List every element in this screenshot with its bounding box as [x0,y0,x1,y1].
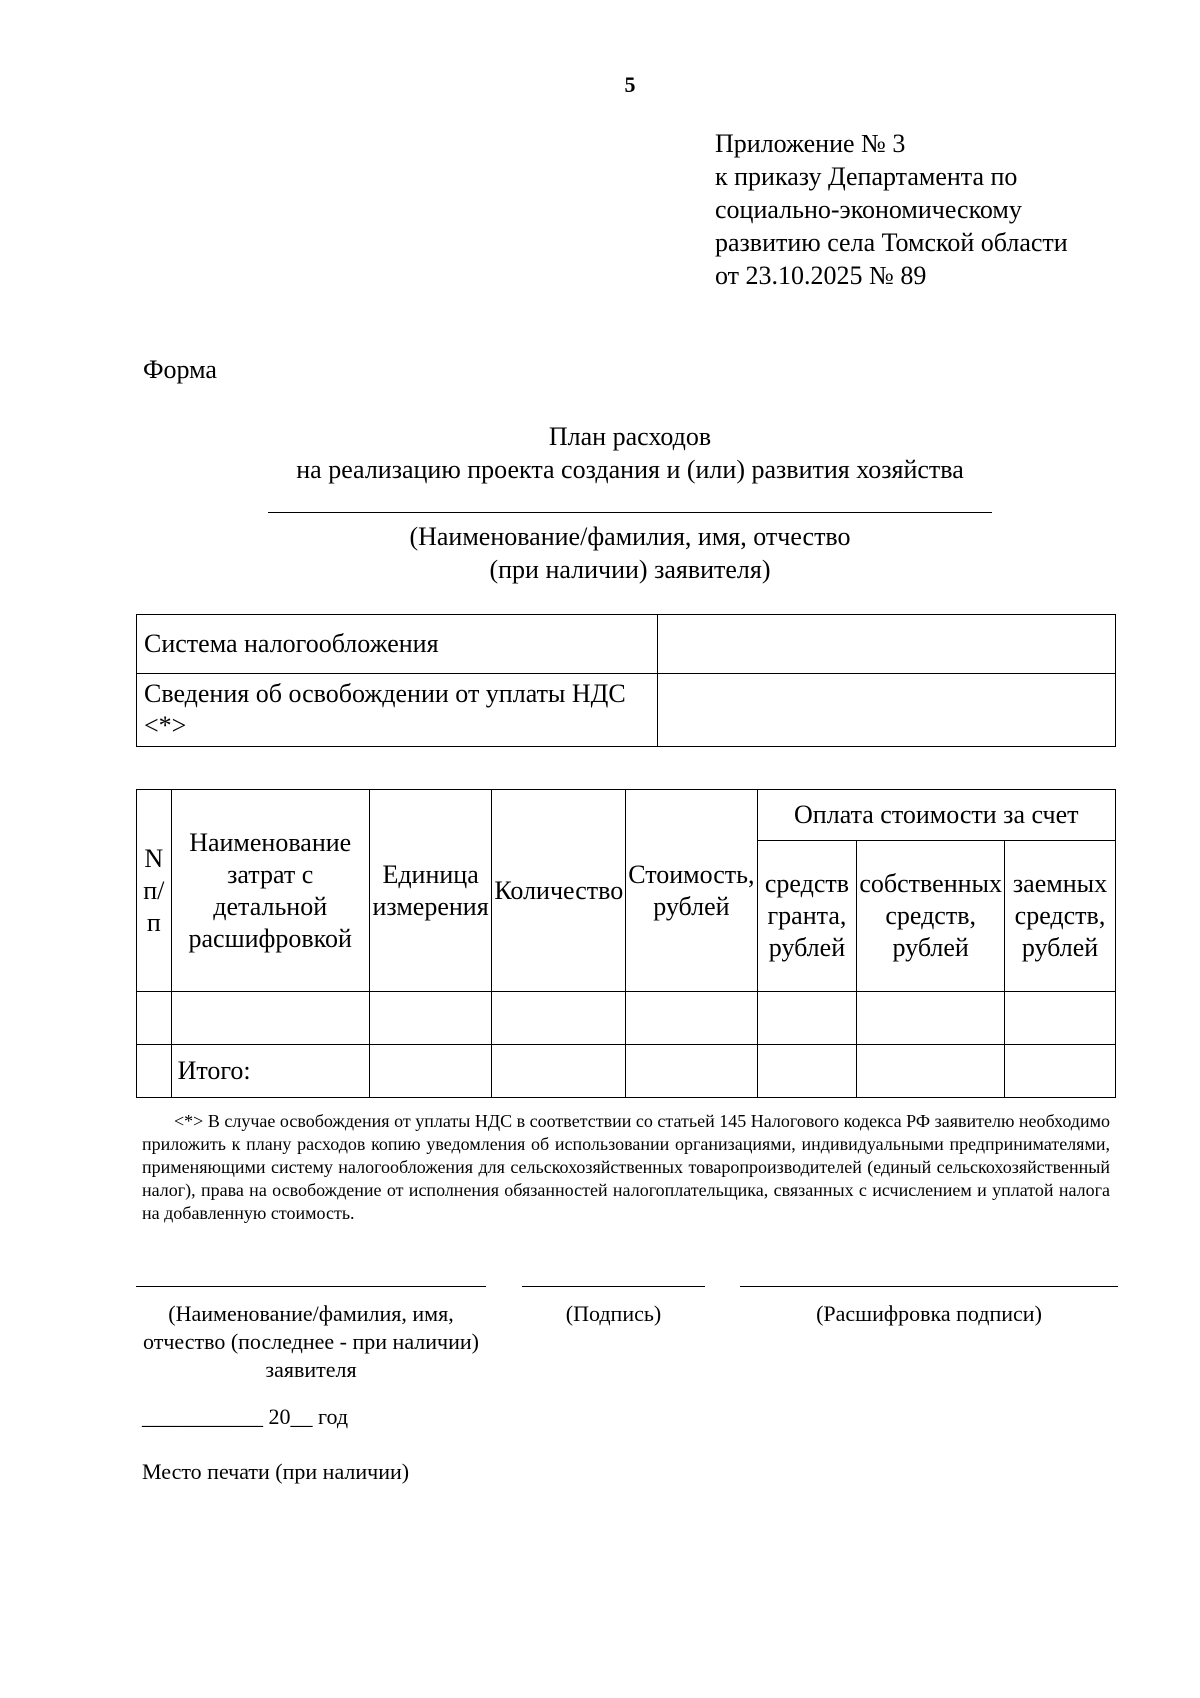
vat-exemption-value[interactable] [658,674,1116,747]
seal-place: Место печати (при наличии) [142,1459,410,1484]
cell-own[interactable] [857,992,1005,1045]
appendix-line: социально-экономическому [715,195,1022,224]
tax-system-value[interactable] [658,615,1116,674]
header-grant: средств гранта, рублей [757,841,857,992]
total-loan-cell[interactable] [1005,1045,1116,1098]
cell-grant[interactable] [757,992,857,1045]
appendix-line: Приложение № 3 [715,129,906,158]
appendix-header [715,127,1068,292]
cell-qty[interactable] [492,992,626,1045]
signature-decode-caption: (Расшифровка подписи) [816,1301,1042,1326]
signature-decode-line[interactable] [740,1286,1118,1287]
applicant-name-field[interactable] [268,512,992,513]
header-cost: Стоимость, рублей [626,790,757,992]
signature-caption: (Подпись) [565,1301,662,1326]
total-label: Итого: [171,1045,369,1098]
date-field[interactable]: ___________ 20__ год [142,1404,349,1429]
vat-exemption-label: Сведения об освобождении от уплаты НДС <*> [137,674,658,747]
tax-system-label: Система налогообложения [137,615,658,674]
cell-num[interactable] [137,992,172,1045]
title-line-2: на реализацию проекта создания и (или) развития хозяйства [296,455,964,484]
header-row [137,790,1116,841]
appendix-line: развитию села Томской области [715,228,1068,257]
tax-system-row [137,615,1116,674]
tax-info-table [136,614,1116,747]
header-own: собственных средств, рублей [857,841,1005,992]
cell-cost[interactable] [626,992,757,1045]
page-number: 5 [624,72,636,97]
appendix-line: к приказу Департамента по [715,162,1018,191]
total-qty-cell[interactable] [492,1045,626,1098]
cell-loan[interactable] [1005,992,1116,1045]
table-row [137,992,1116,1045]
cell-name[interactable] [171,992,369,1045]
applicant-name-signature-line[interactable] [136,1286,486,1287]
signature-line[interactable] [522,1286,705,1287]
header-loan: заемных средств, рублей [1005,841,1116,992]
total-grant-cell[interactable] [757,1045,857,1098]
cost-plan-table [136,789,1116,1098]
cell-unit[interactable] [369,992,492,1045]
total-cost-cell[interactable] [626,1045,757,1098]
vat-exemption-row [137,674,1116,747]
total-own-cell[interactable] [857,1045,1005,1098]
title-line-1: План расходов [548,422,712,451]
form-label: Форма [143,355,217,384]
total-unit-cell[interactable] [369,1045,492,1098]
header-payment-group: Оплата стоимости за счет [757,790,1115,841]
footnote-text: <*> В случае освобождения от уплаты НДС в соответствии со статьей 145 Налогового кодекса РФ заявителю необходимо приложить к плану расходов копию уведомления об использовании организациями, индивидуальными предпринимателями, применяющими систему налогообложения для сельскохозяйственных товаропроизводителей (единый сельскохозяйственный налог), права на освобождение от исполнения обязанностей налогоплательщика, связанных с исчислением и уплатой налога на добавленную стоимость. [142,1111,1110,1223]
caption-line-1: (Наименование/фамилия, имя, отчество [409,522,851,551]
applicant-name-caption [230,520,1030,586]
total-num-cell [137,1045,172,1098]
applicant-name-signature-caption: (Наименование/фамилия, имя, отчество (последнее - при наличии) заявителя [143,1301,479,1382]
total-row [137,1045,1116,1098]
caption-line-2: (при наличии) заявителя) [489,555,771,584]
header-unit: Единица измерения [369,790,492,992]
footnote [142,1110,1110,1225]
header-num: N п/п [137,790,172,992]
document-title [130,420,1130,486]
header-qty: Количество [492,790,626,992]
appendix-line: от 23.10.2025 № 89 [715,261,927,290]
header-name: Наименование затрат с детальной расшифровкой [171,790,369,992]
